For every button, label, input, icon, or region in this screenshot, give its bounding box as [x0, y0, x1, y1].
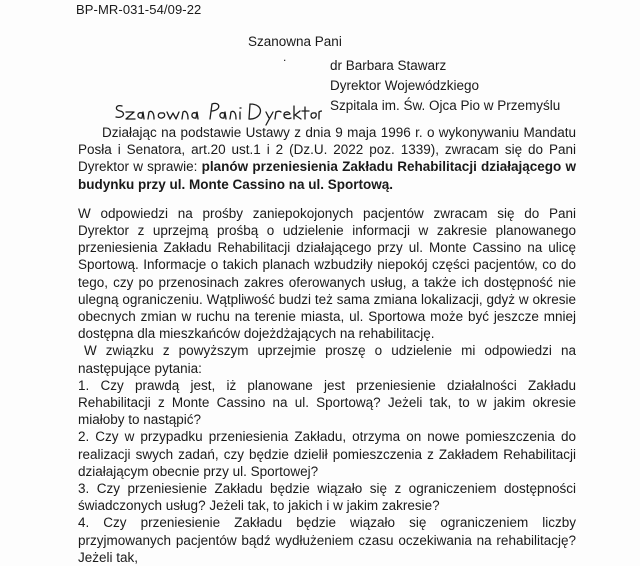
- intro-paragraph: [78, 124, 576, 193]
- recipient-title: Dyrektor Wojewódzkiego: [330, 78, 480, 93]
- reference-number: BP-MR-031-54/09-22: [76, 2, 202, 17]
- recipient-name: dr Barbara Stawarz: [330, 58, 447, 73]
- handwritten-salutation-signature: [112, 98, 322, 126]
- question-4: 4. Czy przeniesienie Zakładu będzie wiązało się ograniczeniem liczby przyjmowanych pacjentów bądź wydłużeniem czasu oczekiwania na rehabilitację? Jeżeli tak,: [78, 515, 576, 565]
- intro-subject: planów przeniesienia Zakładu Rehabilitacji działającego w budynku przy ul. Monte Cassino na ul. Sportową.: [78, 159, 577, 192]
- question-2: 2. Czy w przypadku przeniesienia Zakładu, otrzyma on nowe pomieszczenia do realizacji swych zadań, czy będzie dzielił pomieszczenia z Zakładem Rehabilitacji działającym obecnie przy ul. Sportowej?: [78, 429, 576, 479]
- salutation: Szanowna Pani: [248, 34, 342, 49]
- letter-body: [78, 124, 576, 566]
- paragraph-context: W odpowiedzi na prośby zaniepokojonych pacjentów zwracam się do Pani Dyrektor z uprzejmą prośbą o udzielenie informacji w zakresie planowanego przeniesienia Zakładu Rehabilitacji działającego przy ul. Monte Cassino na ulicę Sportową. Informacje o takich planach wzbudziły niepokój części pacjentów, co do tego, czy po przenosinach zakres oferowanych usług, a także ich dostępność nie ulegną ograniczeniu. Wątpliwość budzi też sama zmiana lokalizacji, gdyż w okresie obecnych zmian w ruchu na terenie miasta, ul. Sportowa może być jeszcze mniej dostępna dla mieszkańców dojeżdżających na rehabilitację.: [78, 205, 576, 342]
- recipient-institution: Szpitala im. Św. Ojca Pio w Przemyślu: [330, 98, 561, 113]
- question-1: 1. Czy prawdą jest, iż planowane jest przeniesienie działalności Zakładu Rehabilitacji z Monte Cassino na ul. Sportową? Jeżeli tak, to w jakim okresie miałoby to nastąpić?: [78, 377, 576, 428]
- dot-mark: .: [283, 50, 287, 64]
- paragraph-request: W związku z powyższym uprzejmie proszę o udzielenie mi odpowiedzi na następujące pytania:: [78, 343, 576, 376]
- question-3: 3. Czy przeniesienie Zakładu będzie wiązało się z ograniczeniem dostępności świadczonych usług? Jeżeli tak, to jakich i w jakim zakresie?: [78, 481, 576, 514]
- recipient-block: [330, 56, 560, 116]
- intro-text: Działając na podstawie Ustawy z dnia 9 maja 1996 r. o wykonywaniu Mandatu Posła i Senatora, art.20 ust.1 i 2 (Dz.U. 2022 poz. 1339), zwracam się do Pani Dyrektor w sprawie:: [78, 125, 576, 175]
